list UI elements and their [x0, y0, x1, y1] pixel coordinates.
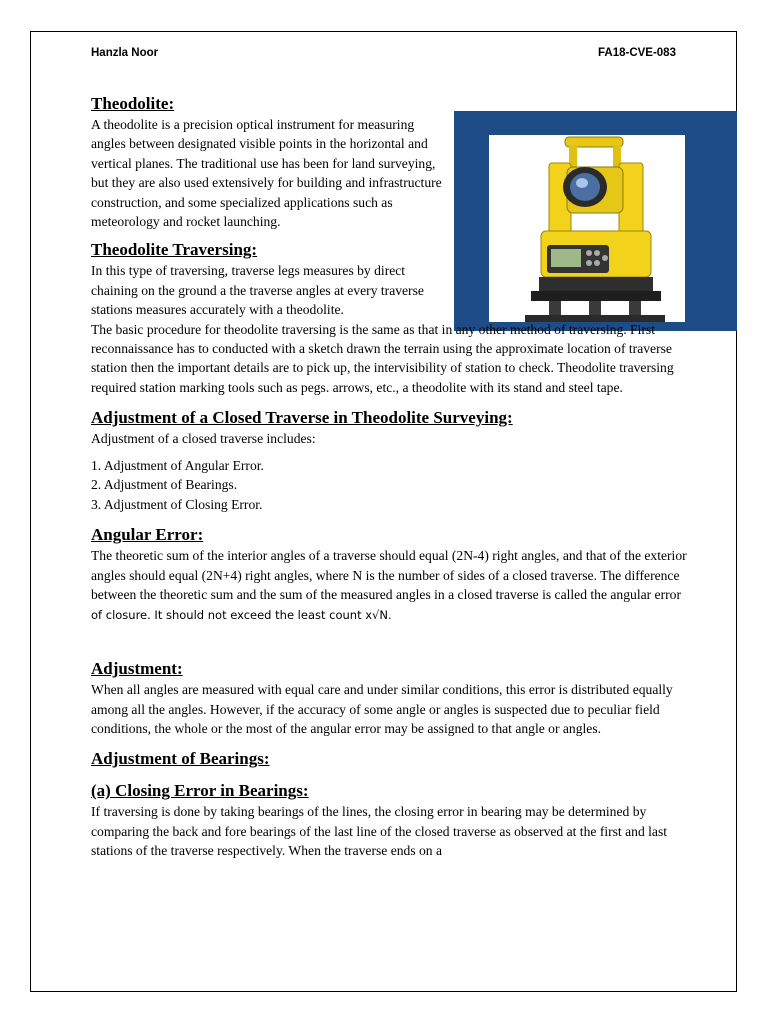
- heading-closing-error-bearings: (a) Closing Error in Bearings:: [91, 781, 309, 801]
- angular-error-text: The theoretic sum of the interior angles of a traverse should equal (2N-4) right angles, and that of the exterior angles should equal (2N+4) right angles, where N is the number of sides of a closed traverse. The difference between the theoretic sum and the sum of the measured angles in a closed traverse is called the angular error: [91, 548, 687, 603]
- list-item: 2. Adjustment of Bearings.: [91, 477, 238, 493]
- paragraph-angular-error: [91, 546, 691, 625]
- header-author: Hanzla Noor: [91, 47, 159, 59]
- heading-adjustment: Adjustment:: [91, 659, 183, 679]
- paragraph-traversing-wide: The basic procedure for theodolite traversing is the same as that in any other method of traversing. First reconnaissance has to conducted with a sketch drawn the terrain using the approximate location of traverse station then the important details are to pick up, the intervisibility of station to check. Theodolite traversing required station marking tools such as pegs. arrows, etc., a theodolite with its stand and steel tape.: [91, 321, 674, 395]
- heading-closed-traverse: Adjustment of a Closed Traverse in Theodolite Surveying:: [91, 408, 513, 428]
- adjustment-list: [91, 456, 691, 515]
- paragraph-closed-traverse-intro: Adjustment of a closed traverse includes:: [91, 431, 316, 447]
- document-body: [91, 93, 691, 861]
- paragraph-theodolite: A theodolite is a precision optical instrument for measuring angles between designated visible points in the horizontal and vertical planes. The traditional use has been for land surveying, but they are also used extensively for building and infrastructure construction, and some specialized applications such as meteorology and rocket launching.: [91, 117, 442, 230]
- list-item: 3. Adjustment of Closing Error.: [91, 496, 263, 512]
- paragraph-adjustment: When all angles are measured with equal care and under similar conditions, this error is distributed equally among all the angles. However, if the accuracy of some angle or angles is suspected due to peculiar field conditions, the whole or the most of the angular error may be assigned to that angle or angles.: [91, 682, 673, 736]
- paragraph-closing-error: If traversing is done by taking bearings of the lines, the closing error in bearing may be determined by comparing the back and fore bearings of the last line of the closed traverse as observed at the first and last stations of the traverse respectively. When the traverse ends on a: [91, 804, 668, 859]
- paragraph-traversing-narrow: In this type of traversing, traverse legs measures by direct chaining on the ground a the traverse angles at every traverse stations measures accurately with a theodolite.: [91, 263, 424, 318]
- list-item: 1. Adjustment of Angular Error.: [91, 457, 264, 473]
- angular-error-tail: of closure. It should not exceed the least count x√N.: [91, 607, 392, 622]
- heading-theodolite-traversing: Theodolite Traversing:: [91, 240, 258, 260]
- heading-theodolite: Theodolite:: [91, 94, 175, 113]
- heading-adjustment-of-bearings: Adjustment of Bearings:: [91, 749, 270, 769]
- heading-angular-error: Angular Error:: [91, 525, 204, 545]
- header-reg-no: FA18-CVE-083: [598, 47, 676, 59]
